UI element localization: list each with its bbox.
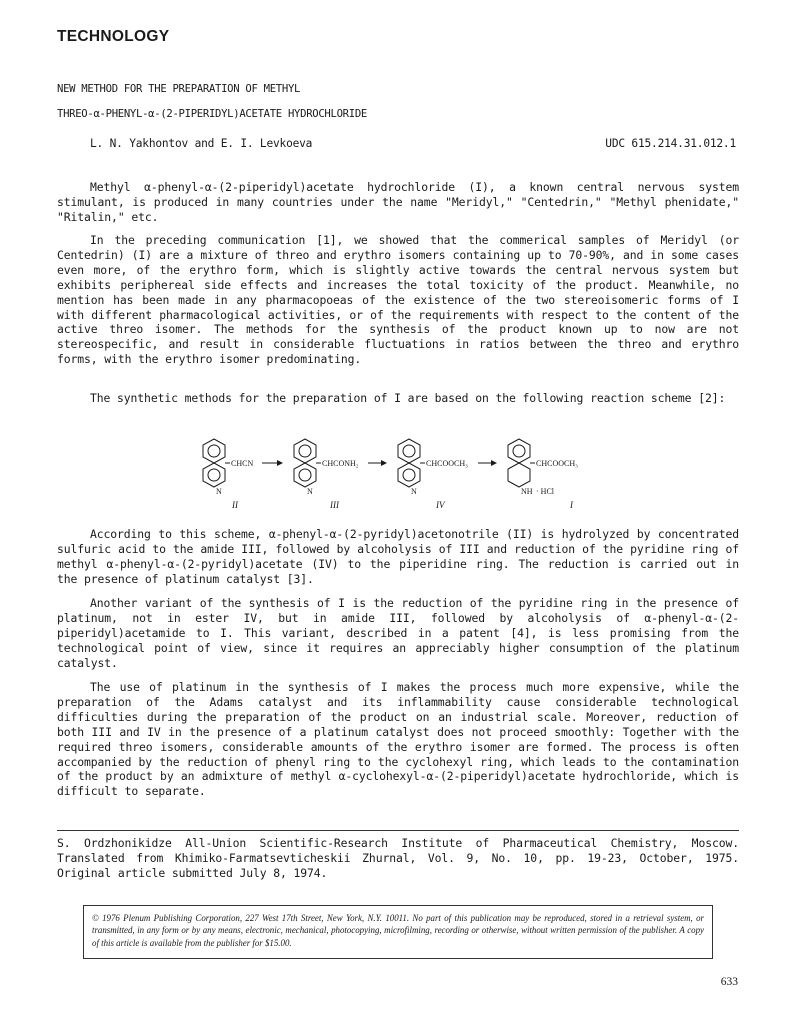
benzene-ring-icon [398, 439, 420, 463]
group-2: CHCN [231, 459, 254, 468]
copyright-notice: © 1976 Plenum Publishing Corporation, 227 West 17th Street, New York, N.Y. 10011. No part of this publication may be reproduced, stored in a retrieval system, or transmitted, in any form or by any means, electronic, mechanical, photocopying, microfilming, recording or otherwise, without written permission of the publisher. A copy of this article is available from the publisher for $15.00. [92, 913, 704, 948]
reaction-scheme [190, 433, 610, 513]
paragraph-scheme-intro: The synthetic methods for the preparation of I are based on the following reaction scheme [2]: [90, 391, 726, 405]
compound-1 [508, 439, 535, 487]
hcl-salt: · HCl [536, 487, 554, 496]
label-4: IV [436, 500, 445, 510]
pyridine-ring-icon [294, 463, 316, 487]
benzene-ring-icon [508, 439, 530, 463]
pyridine-ring-icon [398, 463, 420, 487]
compound-2 [203, 439, 230, 487]
copyright-box [83, 905, 713, 959]
n-atom-4: N [411, 487, 417, 496]
affiliation-footnote: S. Ordzhonikidze All-Union Scientific-Research Institute of Pharmaceutical Chemistry, Moscow. Translated from Khimiko-Farmatsevticheskii Zhurnal, Vol. 9, No. 10, pp. 19-23, October, 1975. Original article submitted July 8, 1974. [57, 836, 739, 880]
page-number: 633 [720, 976, 738, 988]
paragraph-intro: Methyl α-phenyl-α-(2-piperidyl)acetate hydrochloride (I), a known central nervous system stimulant, is produced in many countries under the name "Meridyl," "Centedrin," "Methyl phenidate," "Ritalin," etc. [57, 180, 739, 224]
footnote-divider [57, 830, 739, 831]
n-atom-3: N [307, 487, 313, 496]
label-2: II [232, 500, 238, 510]
group-3: CHCONH₂ [322, 459, 359, 468]
section-label: TECHNOLOGY [57, 28, 170, 45]
label-1: I [570, 500, 573, 510]
benzene-ring-icon [294, 439, 316, 463]
nh-group-1: NH [521, 487, 533, 496]
group-4: CHCOOCH₃ [426, 459, 468, 468]
paragraph-variant: Another variant of the synthesis of I is the reduction of the pyridine ring in the presence of platinum, not in ester IV, but in amide III, followed by alcoholysis of α-phenyl-α-(2-piperidyl)acetamide to I. This variant, described in a patent [4], is less promising from the technological point of view, since it requires an appreciably higher consumption of the platinum catalyst. [57, 596, 739, 670]
article-title-line-1: NEW METHOD FOR THE PREPARATION OF METHYL [57, 83, 301, 95]
compound-4 [398, 439, 425, 487]
group-1: CHCOOCH₃ [536, 459, 578, 468]
authors: L. N. Yakhontov and E. I. Levkoeva [90, 137, 313, 150]
compound-3 [294, 439, 321, 487]
udc-code: UDC 615.214.31.012.1 [605, 137, 736, 150]
paragraph-preceding-communication: In the preceding communication [1], we showed that the commerical samples of Meridyl (or Centedrin) (I) are a mixture of threo and erythro isomers containing up to 70-90%, and in some cases even more, of the erythro form, which is slightly active towards the central nervous system but exhibits peripherеal side effects and increases the total toxicity of the product. Meanwhile, no mention has been made in any pharmacopoeas of the existence of the two stereoisomeric forms of I with different pharmacological activities, or of the requirements with respect to the content of the active threo isomer. The methods for the synthesis of the product known up to now are not stereospecific, and result in considerable fluctuations in ratios between the threo and erythro forms, with the erythro isomer predominating. [57, 233, 739, 367]
piperidine-ring-icon [508, 463, 530, 487]
paragraph-platinum: The use of platinum in the synthesis of I makes the process much more expensive, while the preparation of the Adams catalyst and its inflammability cause considerable technological difficulties during the preparation of the product on an industrial scale. Moreover, reduction of both III and IV in the presence of a platinum catalyst does not proceed smoothly: Together with the required threo isomers, considerable amounts of the erythro isomer are formed. The process is often accompanied by the reduction of phenyl ring to the cyclohexyl ring, which leads to the contamination of the product by an admixture of methyl α-cyclohexyl-α-(2-piperidyl)acetate hydrochloride, which is difficult to separate. [57, 680, 739, 799]
benzene-ring-icon [203, 439, 225, 463]
n-atom-2: N [216, 487, 222, 496]
article-title-line-2: THREO-α-PHENYL-α-(2-PIPERIDYL)ACETATE HYDROCHLORIDE [57, 108, 367, 120]
paragraph-scheme-description: According to this scheme, α-phenyl-α-(2-pyridyl)acetonotrile (II) is hydrolyzed by concentrated sulfuric acid to the amide III, followed by alcoholysis of III and reduction of the pyridine ring of methyl α-phenyl-α-(2-pyridyl)acetate (IV) to the piperidine ring. The reduction is carried out in the presence of platinum catalyst [3]. [57, 527, 739, 586]
label-3: III [330, 500, 339, 510]
pyridine-ring-icon [203, 463, 225, 487]
